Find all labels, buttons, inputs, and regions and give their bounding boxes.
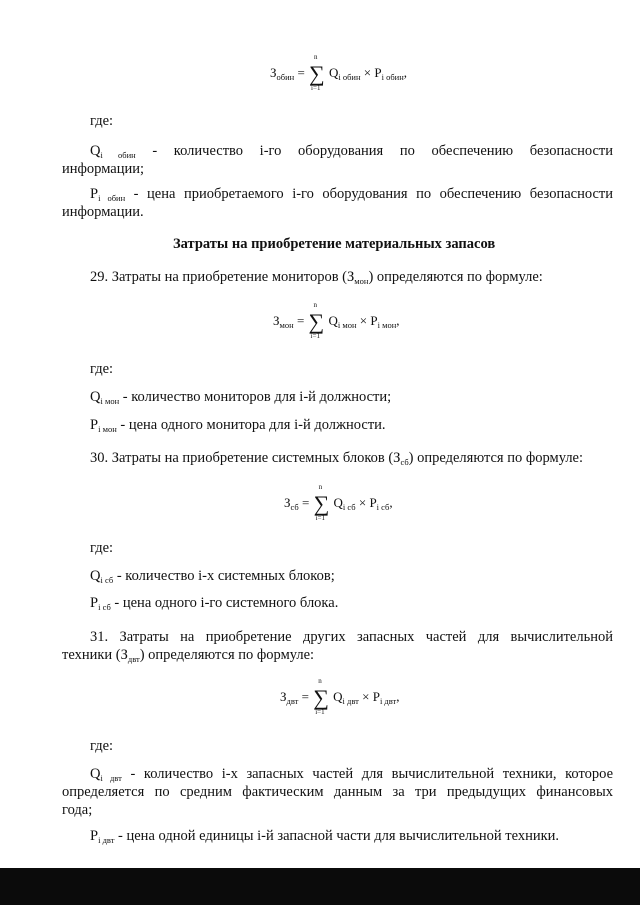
formula-obin: $З_{обин}$ = ∑ n i=1 $Q_{i обин} \times P_{i обин}$, — [270, 53, 408, 92]
sum-symbol: ∑ n i=1 — [313, 677, 329, 716]
formula-mon: $З_{мон}$ = ∑ n i=1 $Q_{i мон} \times P_{i мон}$, — [273, 301, 400, 340]
definition-q-dvt: $Q_{i двт}$ - количество i-х запасных частей для вычислительной техники, которое — [90, 766, 613, 783]
scan-border — [0, 868, 640, 905]
definition-p-dvt: $P_{i двт}$ - цена одной единицы i-й запасной части для вычислительной техники. — [90, 828, 560, 845]
where-label: где: — [90, 540, 114, 556]
definition-q-obin: $Q_{i обин}$ - количество i-го оборудования по обеспечению безопасности — [90, 143, 613, 160]
formula-sb: $З_{сб}$ = ∑ n i=1 $Q_{i сб} \times P_{i сб}$, — [284, 483, 393, 522]
where-label: где: — [90, 113, 114, 129]
sum-symbol: ∑ n i=1 — [309, 53, 325, 92]
where-label: где: — [90, 738, 114, 754]
paragraph-31: 31. Затраты на приобретение других запасных частей для вычислительной — [90, 629, 613, 645]
paragraph-29: 29. Затраты на приобретение мониторов $(З_{мон})$ определяются по формуле: — [90, 269, 543, 286]
sum-symbol: ∑ n i=1 — [308, 301, 325, 340]
where-label: где: — [90, 361, 114, 377]
sum-symbol: ∑ n i=1 — [313, 483, 330, 522]
section-heading: Затраты на приобретение материальных запасов — [173, 236, 496, 252]
definition-q-mon: $Q_{i мон}$ - количество мониторов для i-й должности; — [90, 389, 392, 406]
definition-p-obin: $P_{i обин}$ - цена приобретаемого i-го оборудования по обеспечению безопасности — [90, 186, 613, 203]
paragraph-30: 30. Затраты на приобретение системных блоков $(З_{сб})$ определяются по формуле: — [90, 450, 584, 467]
definition-q-sb: $Q_{i сб}$ - количество i-х системных блоков; — [90, 568, 335, 585]
definition-p-mon: $P_{i мон}$ - цена одного монитора для i-й должности. — [90, 417, 386, 434]
paragraph-31-cont: техники $(З_{двт})$ определяются по формуле: — [62, 647, 315, 664]
definition-q-obin-cont: информации; — [62, 161, 145, 177]
definition-p-obin-cont: информации. — [62, 204, 144, 220]
formula-dvt: $З_{двт}$ = ∑ n i=1 $Q_{i двт} \times P_{i двт}$, — [280, 677, 400, 716]
definition-q-dvt-cont: определяется по средним фактическим данным за три предыдущих финансовых — [62, 784, 613, 800]
definition-p-sb: $P_{i сб}$ - цена одного i-го системного блока. — [90, 595, 339, 612]
definition-q-dvt-cont2: года; — [62, 802, 93, 818]
